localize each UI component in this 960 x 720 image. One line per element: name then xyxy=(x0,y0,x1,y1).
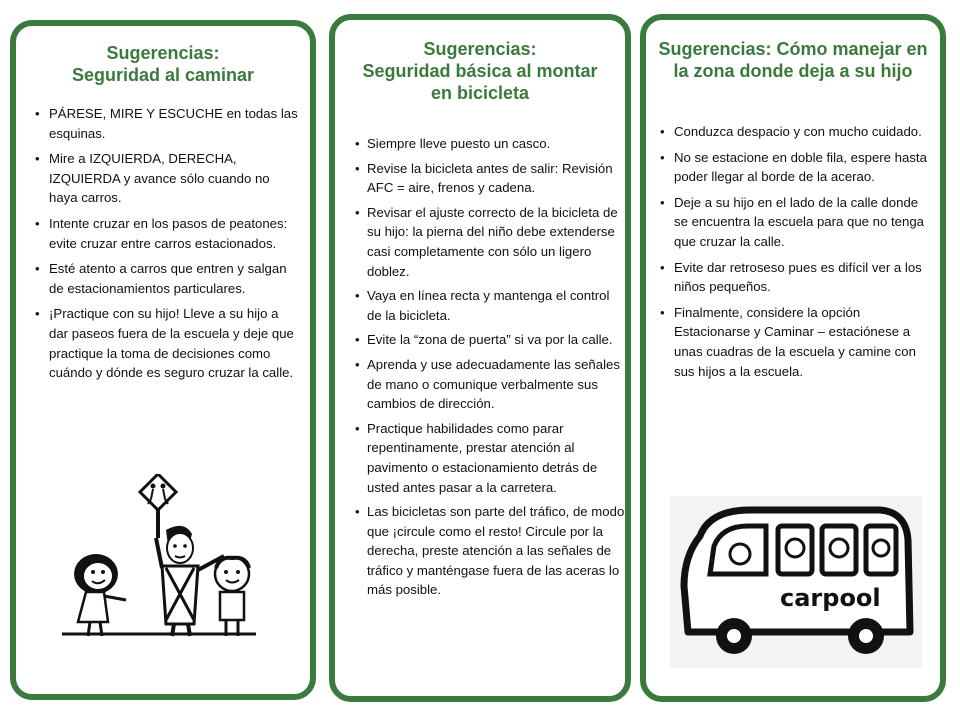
list-item: • Aprenda y use adecuadamente las señales de mano o comunique verbalmente sus cambios de dirección. xyxy=(355,356,620,412)
driving-tips-list xyxy=(660,122,932,387)
title-line-1: Sugerencias: xyxy=(423,39,537,59)
list-item: • Finalmente, considere la opción Estacionarse y Caminar – estaciónese a unas cuadras de la escuela y camine con sus hijos a la escuela. xyxy=(660,303,932,381)
carpool-label: carpool xyxy=(780,584,881,612)
walking-tips-list xyxy=(35,104,301,389)
list-item: • Mire a IZQUIERDA, DERECHA, IZQUIERDA y avance sólo cuando no haya carros. xyxy=(35,149,301,208)
list-item: • Esté atento a carros que entren y salgan de estacionamientos particulares. xyxy=(35,259,301,298)
list-item: • Intente cruzar en los pasos de peatones: evite cruzar entre carros estacionados. xyxy=(35,214,301,253)
panel-title xyxy=(341,38,619,104)
crossing-guard-figure xyxy=(156,526,224,636)
panel-bicycle-safety xyxy=(329,14,631,702)
list-item: • Revisar el ajuste correcto de la bicicleta de su hijo: la pierna del niño debe extenderse casi completamente con sólo un ligero doblez. xyxy=(355,204,618,279)
list-item: • Practique habilidades como parar repentinamente, prestar atención al pavimento o estacionamiento detrás de usted antes pasar a la carretera. xyxy=(355,420,598,495)
list-item: • PÁRESE, MIRE Y ESCUCHE en todas las esquinas. xyxy=(35,104,301,143)
title-line-1: Sugerencias: xyxy=(106,43,220,63)
list-item: • ¡Practique con su hijo! Lleve a su hijo a dar paseos fuera de la escuela y deje que practique la toma de decisiones como cuándo y dónde es seguro cruzar la calle. xyxy=(35,304,301,382)
carpool-bus-illustration xyxy=(670,496,922,668)
list-item: • Vaya en línea recta y mantenga el control de la bicicleta. xyxy=(355,288,610,323)
title-line-2: Seguridad básica al montar xyxy=(362,61,598,81)
list-item: • No se estacione en doble fila, espere hasta poder llegar al borde de la acerao. xyxy=(660,148,932,187)
bicycle-tips-list xyxy=(355,134,625,605)
girl-figure xyxy=(74,554,126,636)
list-item: • Deje a su hijo en el lado de la calle donde se encuentra la escuela para que no tenga que cruzar la calle. xyxy=(660,193,932,252)
title-line-3: en bicicleta xyxy=(430,83,530,103)
title-line-2: Seguridad al caminar xyxy=(71,65,255,85)
panel-title xyxy=(652,38,934,82)
list-item: • Revise la bicicleta antes de salir: Revisión AFC = aire, frenos y cadena. xyxy=(355,160,613,196)
list-item: • Evite la “zona de puerta” si va por la calle. xyxy=(355,332,613,348)
title-line-2: la zona donde deja a su hijo xyxy=(673,61,913,81)
list-item: • Siempre lleve puesto un casco. xyxy=(355,136,551,151)
boy-figure xyxy=(215,557,249,636)
title-line-1: Sugerencias: Cómo manejar en xyxy=(658,39,928,59)
panel-title xyxy=(22,42,304,86)
list-item: • Evite dar retroseso pues es difícil ver a los niños pequeños. xyxy=(660,258,932,297)
crossing-guard-illustration xyxy=(56,474,266,650)
list-item: • Las bicicletas son parte del tráfico, de modo que ¡circule como el resto! Circule por la derecha, preste atención a las señales de tráfico y manténgase fuera de las aceras lo más posible. xyxy=(355,504,625,598)
list-item: • Conduzca despacio y con mucho cuidado. xyxy=(660,122,932,142)
